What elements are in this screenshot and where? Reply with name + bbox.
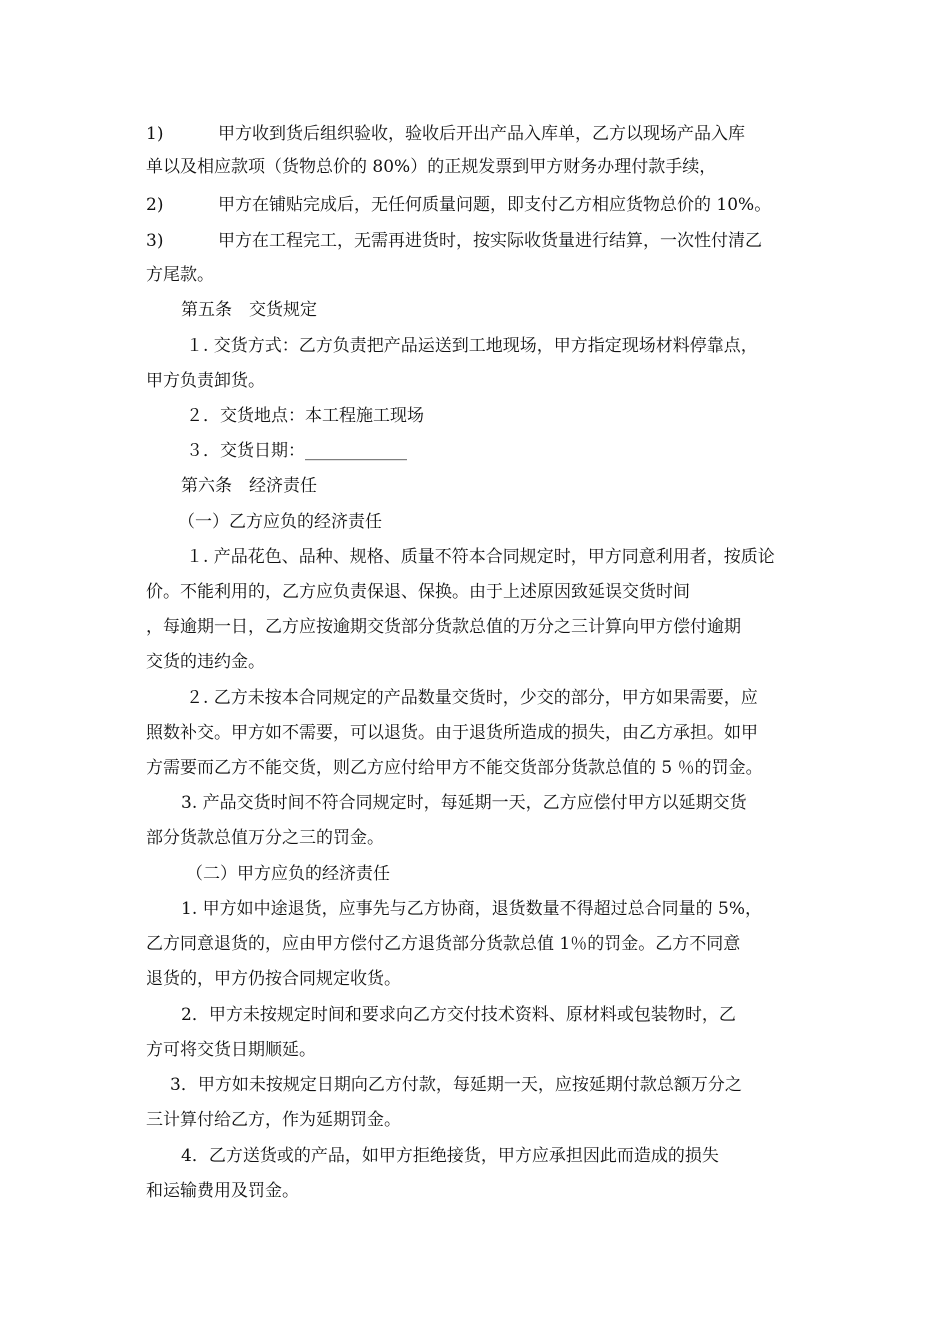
payment-item-2: [146, 193, 771, 217]
article-6-heading: 第六条 经济责任: [181, 476, 317, 496]
clause-c2-line: 方可将交货日期顺延。: [146, 1040, 316, 1060]
clause-b1-line: １. 产品花色、品种、规格、质量不符本合同规定时，甲方同意利用者，按质论: [186, 547, 775, 567]
clause-c3-line: 3．甲方如未按规定日期向乙方付款，每延期一天，应按延期付款总额万分之: [170, 1075, 742, 1095]
payment-item-1: [146, 122, 745, 146]
clause-b2-line: ２. 乙方未按本合同规定的产品数量交货时，少交的部分，甲方如果需要，应: [186, 688, 758, 708]
article-5-item-2: ２．交货地点：本工程施工现场: [186, 406, 424, 426]
payment-item-1-text: 甲方收到货后组织验收，验收后开出产品入库单，乙方以现场产品入库: [218, 124, 745, 144]
clause-c1-line: 乙方同意退货的，应由甲方偿付乙方退货部分货款总值 1％的罚金。乙方不同意: [146, 934, 741, 954]
clause-b1-line: 价。不能利用的，乙方应负责保退、保换。由于上述原因致延误交货时间: [146, 582, 690, 602]
payment-item-3-continuation: 方尾款。: [146, 265, 214, 285]
clause-b3-line: 3. 产品交货时间不符合同规定时，每延期一天，乙方应偿付甲方以延期交货: [181, 793, 747, 813]
clause-b1-line: ，每逾期一日，乙方应按逾期交货部分货款总值的万分之三计算向甲方偿付逾期: [146, 617, 741, 637]
article-6-subheading-2: （二）甲方应负的经济责任: [186, 864, 390, 884]
payment-item-1-continuation: 单以及相应款项（货物总价的 80%）的正规发票到甲方财务办理付款手续，: [146, 157, 717, 177]
article-5-item-1: １. 交货方式：乙方负责把产品运送到工地现场，甲方指定现场材料停靠点，: [186, 336, 758, 356]
clause-b2-line: 方需要而乙方不能交货，则乙方应付给甲方不能交货部分货款总值的 5 ％的罚金。: [146, 758, 763, 778]
payment-item-3: [146, 229, 762, 253]
clause-c1-line: 1. 甲方如中途退货，应事先与乙方协商，退货数量不得超过总合同量的 5%，: [181, 899, 762, 919]
article-5-heading: 第五条 交货规定: [181, 300, 317, 320]
payment-item-3-number: 3): [146, 231, 164, 251]
clause-b3-line: 部分货款总值万分之三的罚金。: [146, 828, 384, 848]
article-5-item-1-continuation: 甲方负责卸货。: [146, 371, 265, 391]
payment-item-2-number: 2): [146, 195, 164, 215]
payment-item-3-text: 甲方在工程完工，无需再进货时，按实际收货量进行结算，一次性付清乙: [218, 231, 762, 251]
article-6-subheading-1: （一）乙方应负的经济责任: [178, 512, 382, 532]
clause-b2-line: 照数补交。甲方如不需要，可以退货。由于退货所造成的损失，由乙方承担。如甲: [146, 723, 758, 743]
article-5-item-3: ３．交货日期：____________: [186, 441, 407, 461]
clause-c2-line: 2．甲方未按规定时间和要求向乙方交付技术资料、原材料或包装物时，乙: [181, 1005, 736, 1025]
clause-c3-line: 三计算付给乙方，作为延期罚金。: [146, 1110, 401, 1130]
clause-c1-line: 退货的，甲方仍按合同规定收货。: [146, 969, 401, 989]
payment-item-1-number: 1): [146, 124, 164, 144]
payment-item-2-text: 甲方在铺贴完成后，无任何质量问题，即支付乙方相应货物总价的 10%。: [218, 195, 772, 215]
clause-c4-line: 4．乙方送货或的产品，如甲方拒绝接货，甲方应承担因此而造成的损失: [181, 1146, 719, 1166]
clause-c4-line: 和运输费用及罚金。: [146, 1181, 299, 1201]
clause-b1-line: 交货的违约金。: [146, 652, 265, 672]
